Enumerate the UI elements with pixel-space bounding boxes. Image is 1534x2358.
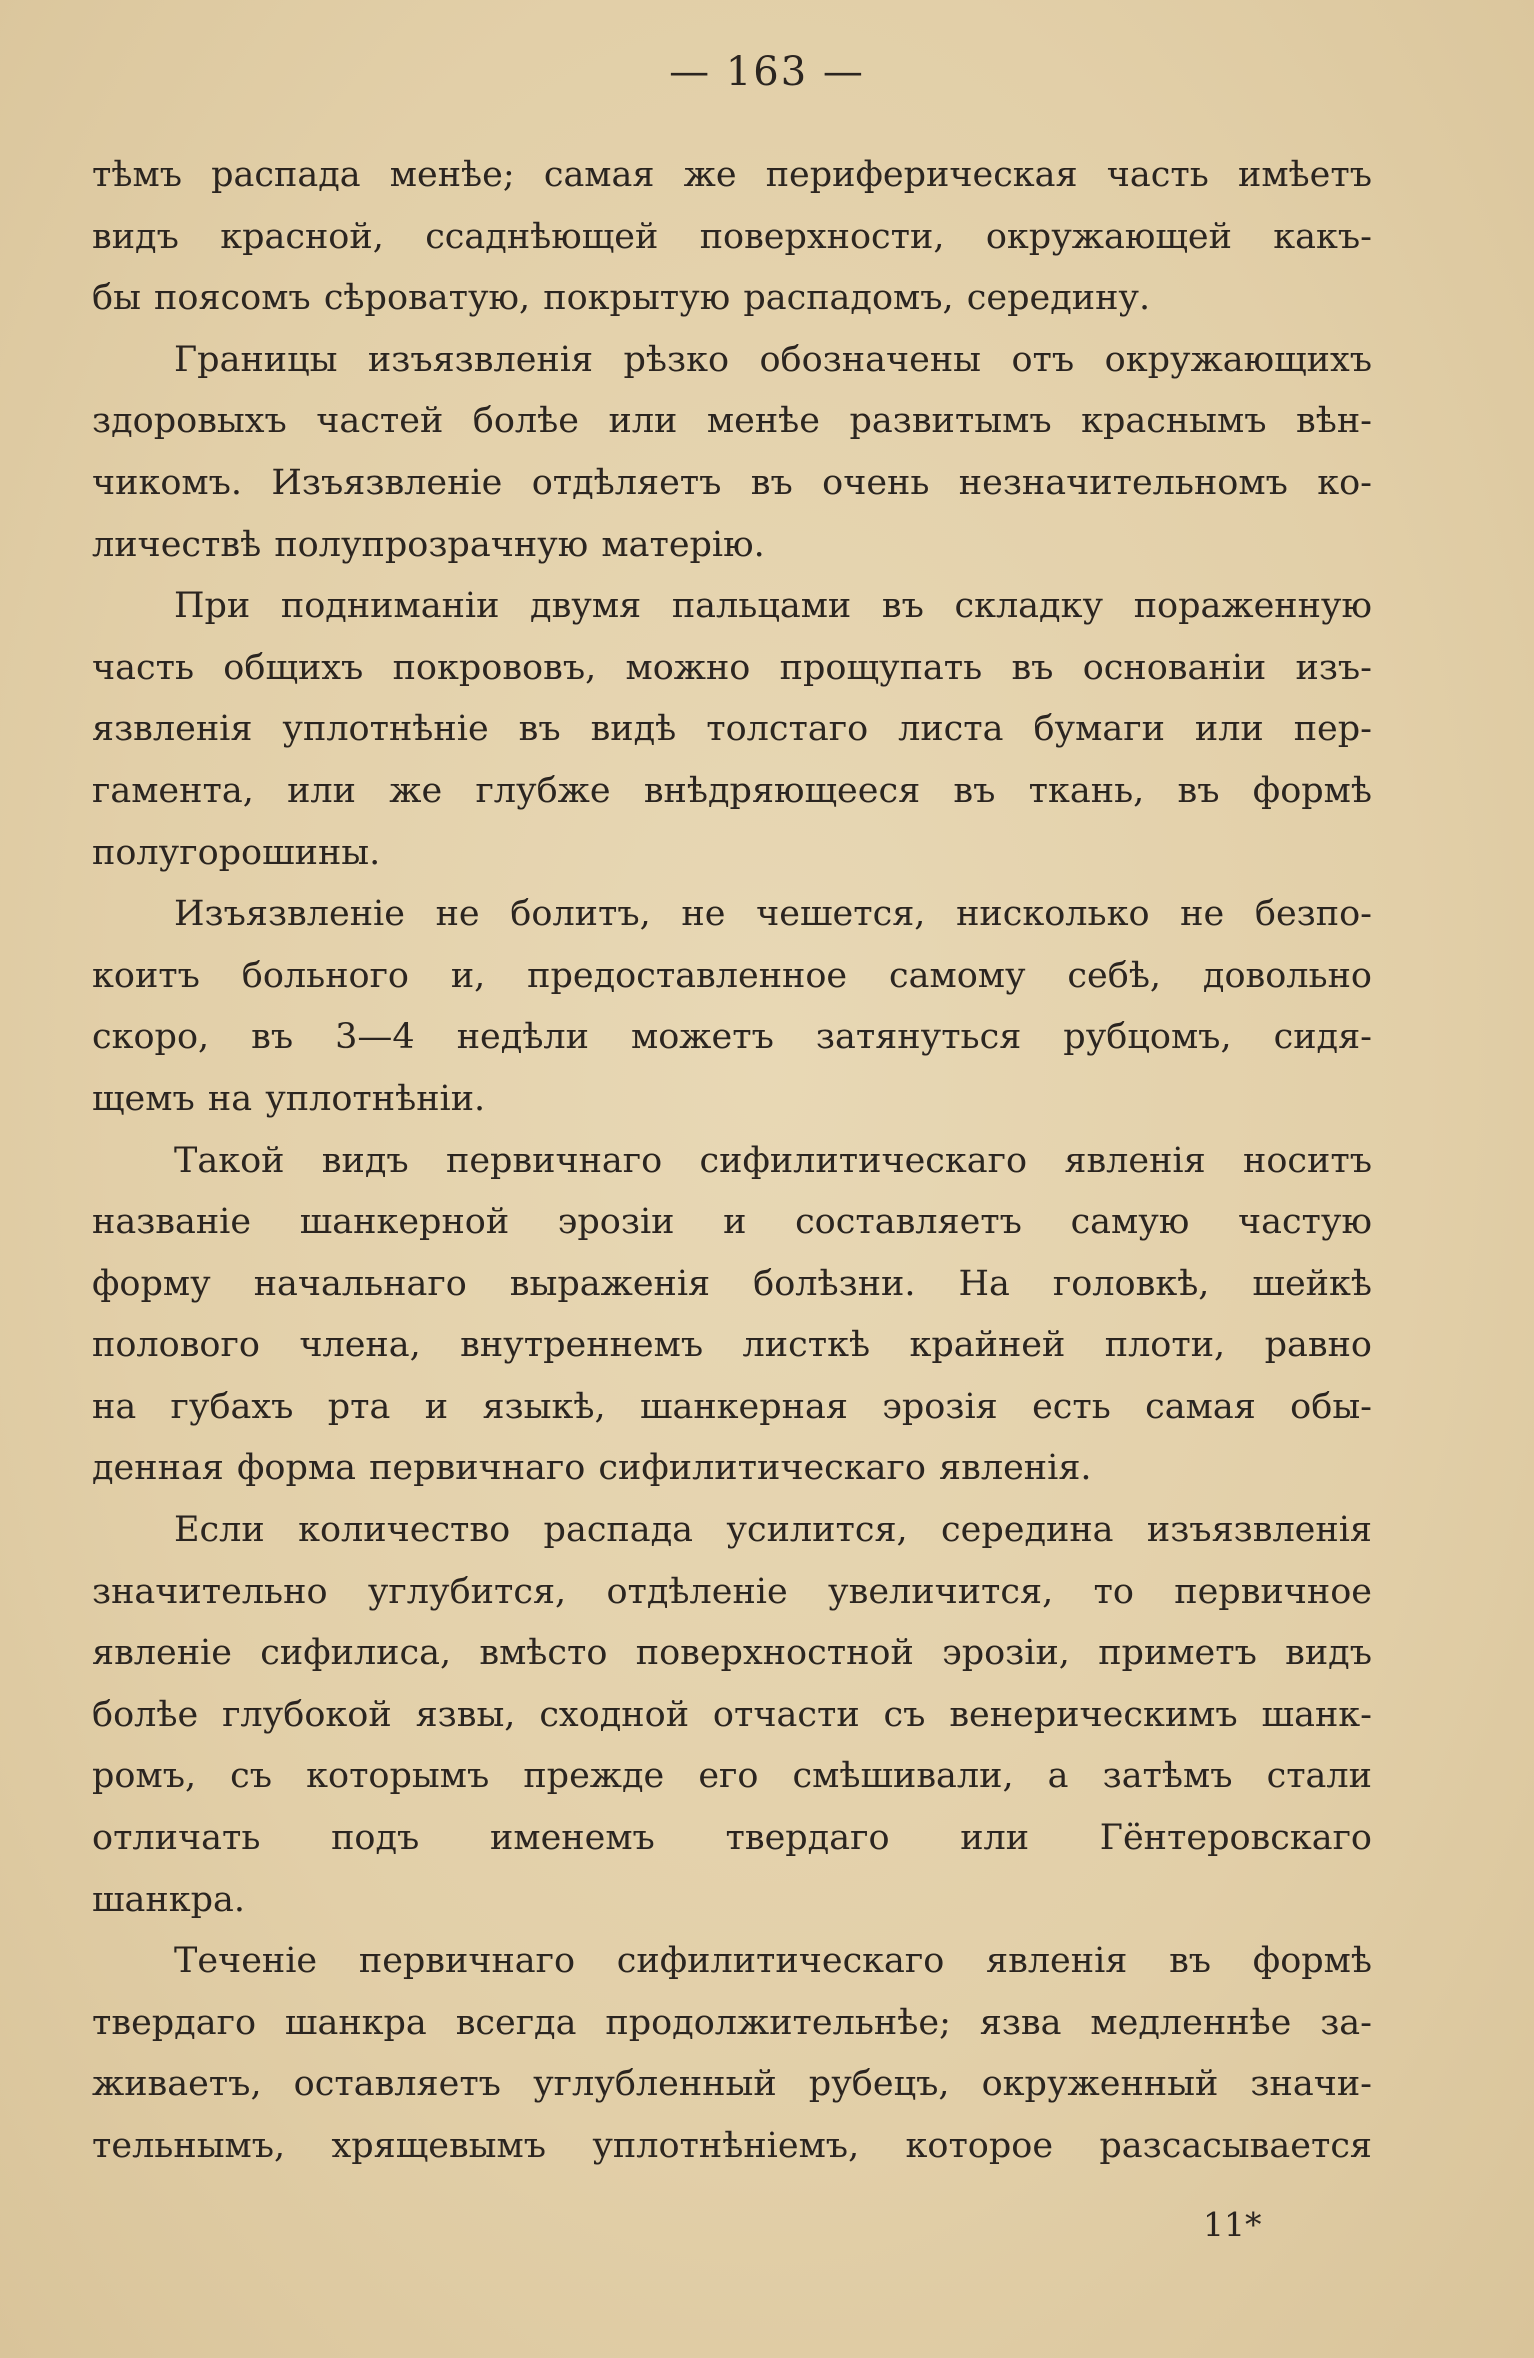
text-line: явленіе сифилиса, вмѣсто поверхностной эрозіи, приметъ видъ xyxy=(92,1633,1372,1674)
text-line: чикомъ. Изъязвленіе отдѣляетъ въ очень незначительномъ ко- xyxy=(92,462,1372,503)
body-text xyxy=(92,145,1372,2178)
text-line: личествѣ полупрозрачную матерію. xyxy=(92,524,765,565)
text-line: тельнымъ, хрящевымъ уплотнѣніемъ, которое разсасывается xyxy=(92,2126,1372,2166)
text-line: коитъ больного и, предоставленное самому себѣ, довольно xyxy=(92,955,1372,996)
text-line: значительно углубится, отдѣленіе увеличится, то первичное xyxy=(92,1571,1372,1612)
text-line: ромъ, съ которымъ прежде его смѣшивали, а затѣмъ стали xyxy=(92,1756,1372,1797)
text-line: на губахъ рта и языкѣ, шанкерная эрозія есть самая обы- xyxy=(92,1386,1372,1427)
paragraph xyxy=(92,576,1372,884)
text-line: язвленія уплотнѣніе въ видѣ толстаго листа бумаги или пер- xyxy=(92,709,1372,750)
signature-mark: 11* xyxy=(1203,2205,1262,2244)
text-line: скоро, въ 3—4 недѣли можетъ затянуться рубцомъ, сидя- xyxy=(92,1017,1372,1058)
text-line: шанкра. xyxy=(92,1879,246,1920)
text-line: денная форма первичнаго сифилитическаго явленія. xyxy=(92,1448,1092,1489)
text-line: часть общихъ покрововъ, можно прощупать въ основаніи изъ- xyxy=(92,647,1372,688)
paragraph xyxy=(92,884,1372,1130)
text-line: Теченіе первичнаго сифилитическаго явленія въ формѣ xyxy=(174,1941,1372,1982)
text-line: отличать подъ именемъ твердаго или Гёнтеровскаго xyxy=(92,1818,1372,1859)
text-line: Изъязвленіе не болитъ, не чешется, нисколько не безпо- xyxy=(174,894,1372,935)
text-line: твердаго шанкра всегда продолжительнѣе; язва медленнѣе за- xyxy=(92,2002,1372,2043)
text-line: видъ красной, ссаднѣющей поверхности, окружающей какъ- xyxy=(92,216,1372,257)
text-line: полового члена, внутреннемъ листкѣ крайней плоти, равно xyxy=(92,1325,1372,1366)
text-line: Границы изъязвленія рѣзко обозначены отъ окружающихъ xyxy=(174,339,1372,380)
text-line: болѣе глубокой язвы, сходной отчасти съ венерическимъ шанк- xyxy=(92,1694,1372,1735)
text-line: форму начальнаго выраженія болѣзни. На головкѣ, шейкѣ xyxy=(92,1263,1372,1304)
page-number: — 163 — xyxy=(669,49,865,95)
paragraph xyxy=(92,145,1372,330)
text-line: названіе шанкерной эрозіи и составляетъ самую частую xyxy=(92,1202,1372,1243)
text-line: живаетъ, оставляетъ углубленный рубецъ, окруженный значи- xyxy=(92,2064,1372,2105)
text-line: При подниманіи двумя пальцами въ складку пораженную xyxy=(174,586,1372,627)
text-line: гамента, или же глубже внѣдряющееся въ ткань, въ формѣ xyxy=(92,770,1372,811)
text-line: здоровыхъ частей болѣе или менѣе развитымъ краснымъ вѣн- xyxy=(92,401,1372,442)
text-line: Такой видъ первичнаго сифилитическаго явленія носитъ xyxy=(174,1140,1372,1181)
paragraph xyxy=(92,1500,1372,1931)
paragraph xyxy=(92,1931,1372,2177)
text-line: Если количество распада усилится, середина изъязвленія xyxy=(174,1510,1372,1551)
paragraph xyxy=(92,330,1372,576)
text-line: полугорошины. xyxy=(92,832,381,873)
text-line: щемъ на уплотнѣніи. xyxy=(92,1078,486,1119)
paragraph xyxy=(92,1131,1372,1501)
text-line: бы поясомъ сѣроватую, покрытую распадомъ, середину. xyxy=(92,278,1151,319)
text-line: тѣмъ распада менѣе; самая же периферическая часть имѣетъ xyxy=(92,155,1372,195)
